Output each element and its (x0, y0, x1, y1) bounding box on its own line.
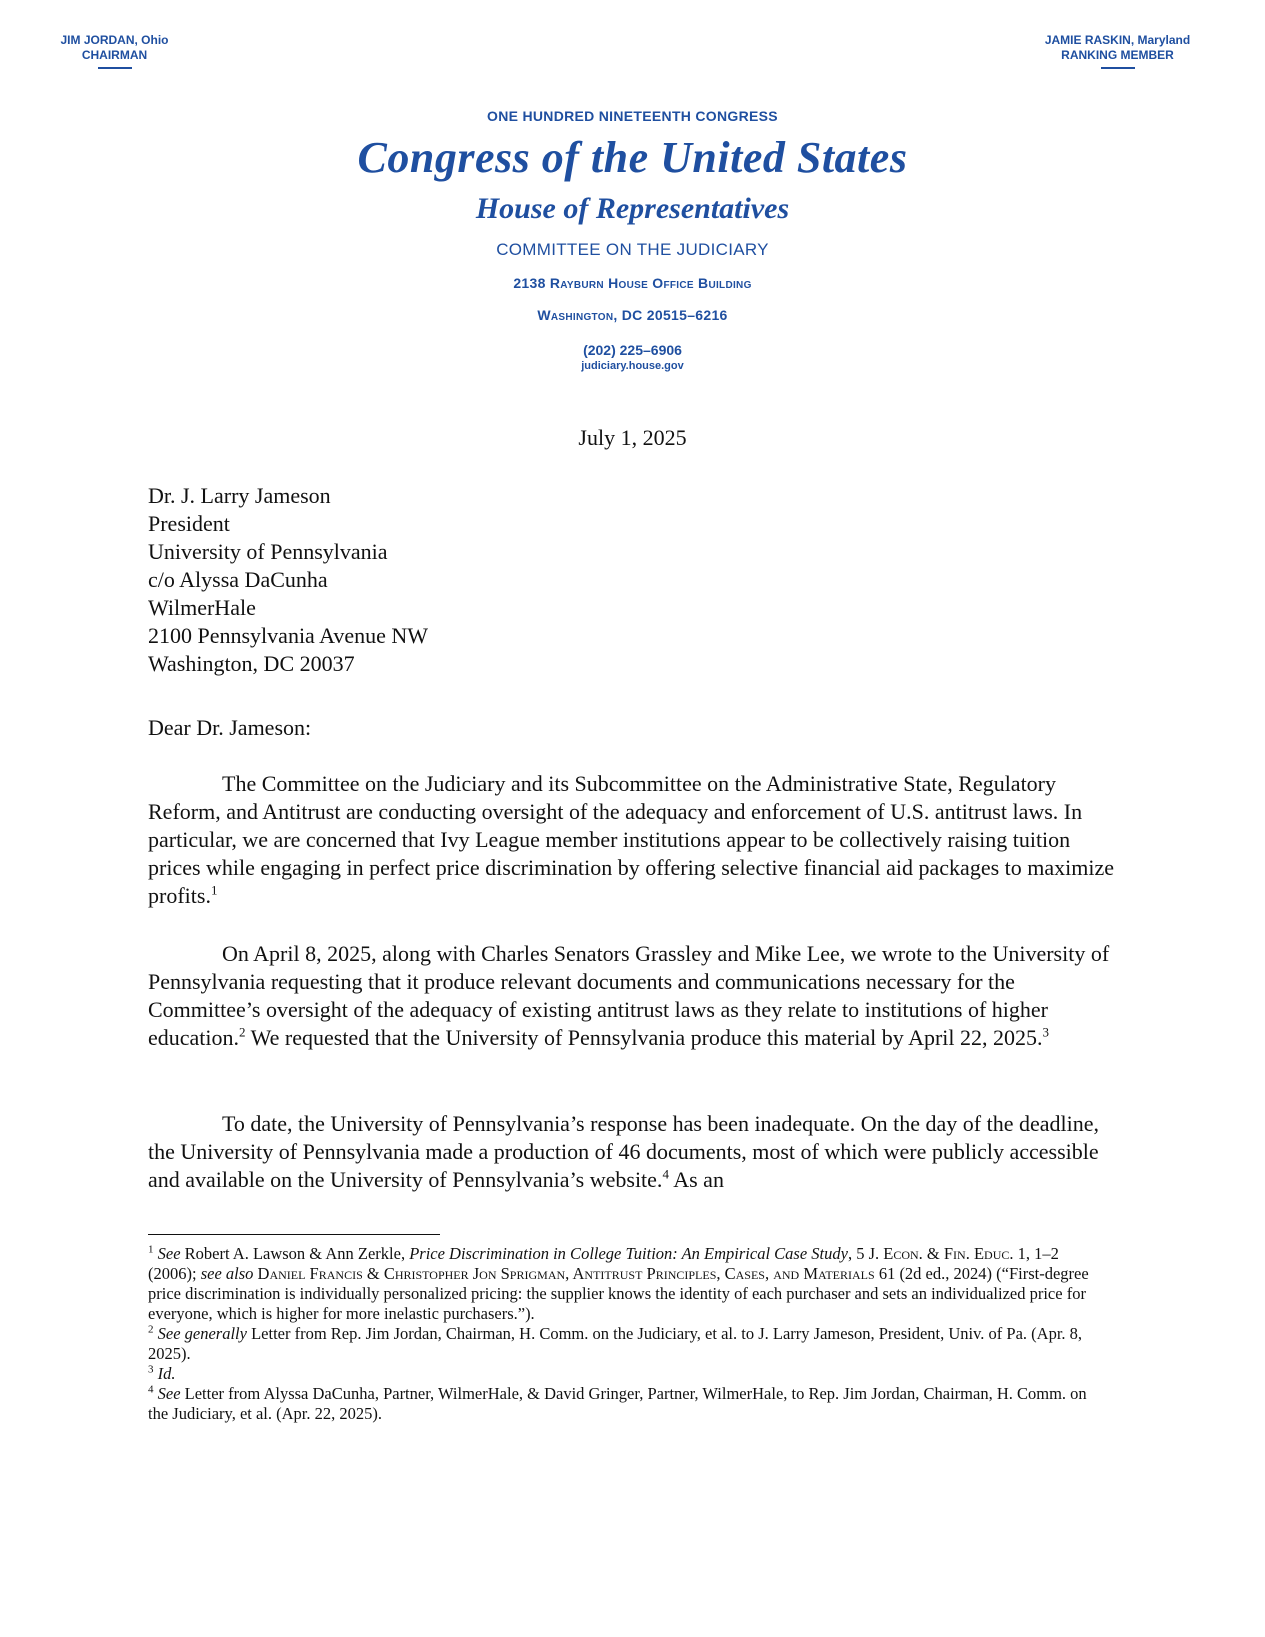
office-website: judiciary.house.gov (581, 360, 684, 372)
signal: See (157, 1244, 181, 1263)
footnotes (148, 1244, 1108, 1424)
addressee-line: c/o Alyssa DaCunha (148, 567, 328, 592)
addressee-line: WilmerHale (148, 595, 256, 620)
paragraph-text: On April 8, 2025, along with Charles Senators Grassley and Mike Lee, we wrote to the University of Pennsylvania requesting that it produce relevant documents and communications necessary for the Committee’s oversight of the adequacy of existing antitrust laws as they relate to institutions of higher education. (148, 941, 1110, 1050)
ranking-member-title: RANKING MEMBER (1061, 48, 1174, 62)
addressee-line: President (148, 511, 230, 536)
body-paragraph-1 (148, 770, 1128, 910)
footnote-ref: 3 (1042, 1024, 1050, 1040)
footnote-text: Robert A. Lawson & Ann Zerkle, (180, 1244, 410, 1263)
paragraph-text: We requested that the University of Pennsylvania produce this material by April 22, 2025. (245, 1025, 1043, 1050)
footnote-number: 1 (148, 1243, 154, 1256)
chairman-title: CHAIRMAN (81, 48, 148, 62)
addressee-line: 2100 Pennsylvania Avenue NW (148, 623, 429, 648)
house-title: House of Representatives (475, 192, 790, 225)
signal: See (157, 1384, 181, 1403)
paragraph-text: The Committee on the Judiciary and its Subcommittee on the Administrative State, Regulatory Reform, and Antitrust are conducting oversight of the adequacy and enforcement of U.S. antitrust laws. In particular, we are concerned that Ivy League member institutions appear to be collectively raising tuition prices while engaging in perfect price discrimination by offering selective financial aid packages to maximize profits. (148, 771, 1115, 908)
id-citation: Id. (157, 1364, 176, 1383)
signal: see also (200, 1264, 254, 1283)
footnote-ref: 1 (210, 882, 218, 898)
footnote-text: Letter from Rep. Jim Jordan, Chairman, H. Comm. on the Judiciary, et al. to J. Larry Jameson, President, Univ. of Pa. (Apr. 8, 2025). (148, 1324, 1083, 1363)
office-phone: (202) 225–6906 (583, 342, 682, 358)
addressee-block (148, 482, 1128, 678)
footnote-text: 61 (2d ed., 2024) (“First-degree price discrimination is individually personalized pricing: the supplier knows the identity of each purchaser and sets an individualized price for everyone, which is higher for more inelastic purchasers.”). (148, 1264, 1089, 1323)
signal: See generally (157, 1324, 247, 1343)
committee-name: COMMITTEE ON THE JUDICIARY (496, 240, 769, 259)
paragraph-text: As an (668, 1167, 724, 1192)
body-paragraph-2 (148, 940, 1128, 1052)
congress-number: ONE HUNDRED NINETEENTH CONGRESS (487, 108, 778, 124)
ranking-member-rule (1101, 67, 1135, 69)
paragraph-text: To date, the University of Pennsylvania’s response has been inadequate. On the day of the deadline, the University of Pennsylvania made a production of 46 documents, most of which were publicly accessible and available on the University of Pennsylvania’s website. (148, 1111, 1099, 1192)
footnote-separator (148, 1234, 440, 1235)
addressee-line: Washington, DC 20037 (148, 651, 355, 676)
salutation: Dear Dr. Jameson: (148, 715, 312, 740)
article-title: Price Discrimination in College Tuition: An Empirical Case Study (409, 1244, 848, 1263)
footnote-text: Letter from Alyssa DaCunha, Partner, WilmerHale, & David Gringer, Partner, WilmerHale, to Rep. Jim Jordan, Chairman, H. Comm. on the Judiciary, et al. (Apr. 22, 2025). (148, 1384, 1087, 1423)
office-address-line1: 2138 Rayburn House Office Building (513, 275, 752, 291)
addressee-line: Dr. J. Larry Jameson (148, 483, 331, 508)
footnote-text: , 5 J. (847, 1244, 884, 1263)
footnote-number: 3 (148, 1363, 154, 1376)
book-title: Daniel Francis & Christopher Jon Sprigman, Antitrust Principles, Cases, and Materials (257, 1264, 875, 1283)
ranking-member-block (1025, 33, 1210, 69)
chairman-rule (98, 67, 132, 69)
footnote-text: 1, 1–2 (2006); (148, 1244, 1059, 1283)
footnote-3 (148, 1364, 1108, 1384)
addressee-line: University of Pennsylvania (148, 539, 388, 564)
journal-name: Econ. & Fin. Educ. (883, 1244, 1014, 1263)
chairman-block (52, 33, 177, 69)
footnote-number: 4 (148, 1383, 154, 1396)
footnote-ref: 2 (239, 1024, 246, 1040)
letter-date: July 1, 2025 (578, 425, 687, 450)
footnote-1 (148, 1244, 1108, 1324)
chairman-name: JIM JORDAN, Ohio (60, 33, 169, 47)
footnote-ref: 4 (662, 1166, 669, 1182)
body-paragraph-3 (148, 1110, 1128, 1194)
congress-title: Congress of the United States (357, 133, 908, 182)
footnote-number: 2 (148, 1323, 154, 1336)
office-address-line2: Washington, DC 20515–6216 (537, 307, 728, 323)
footnote-4 (148, 1384, 1108, 1424)
ranking-member-name: JAMIE RASKIN, Maryland (1044, 33, 1191, 47)
footnote-2 (148, 1324, 1108, 1364)
